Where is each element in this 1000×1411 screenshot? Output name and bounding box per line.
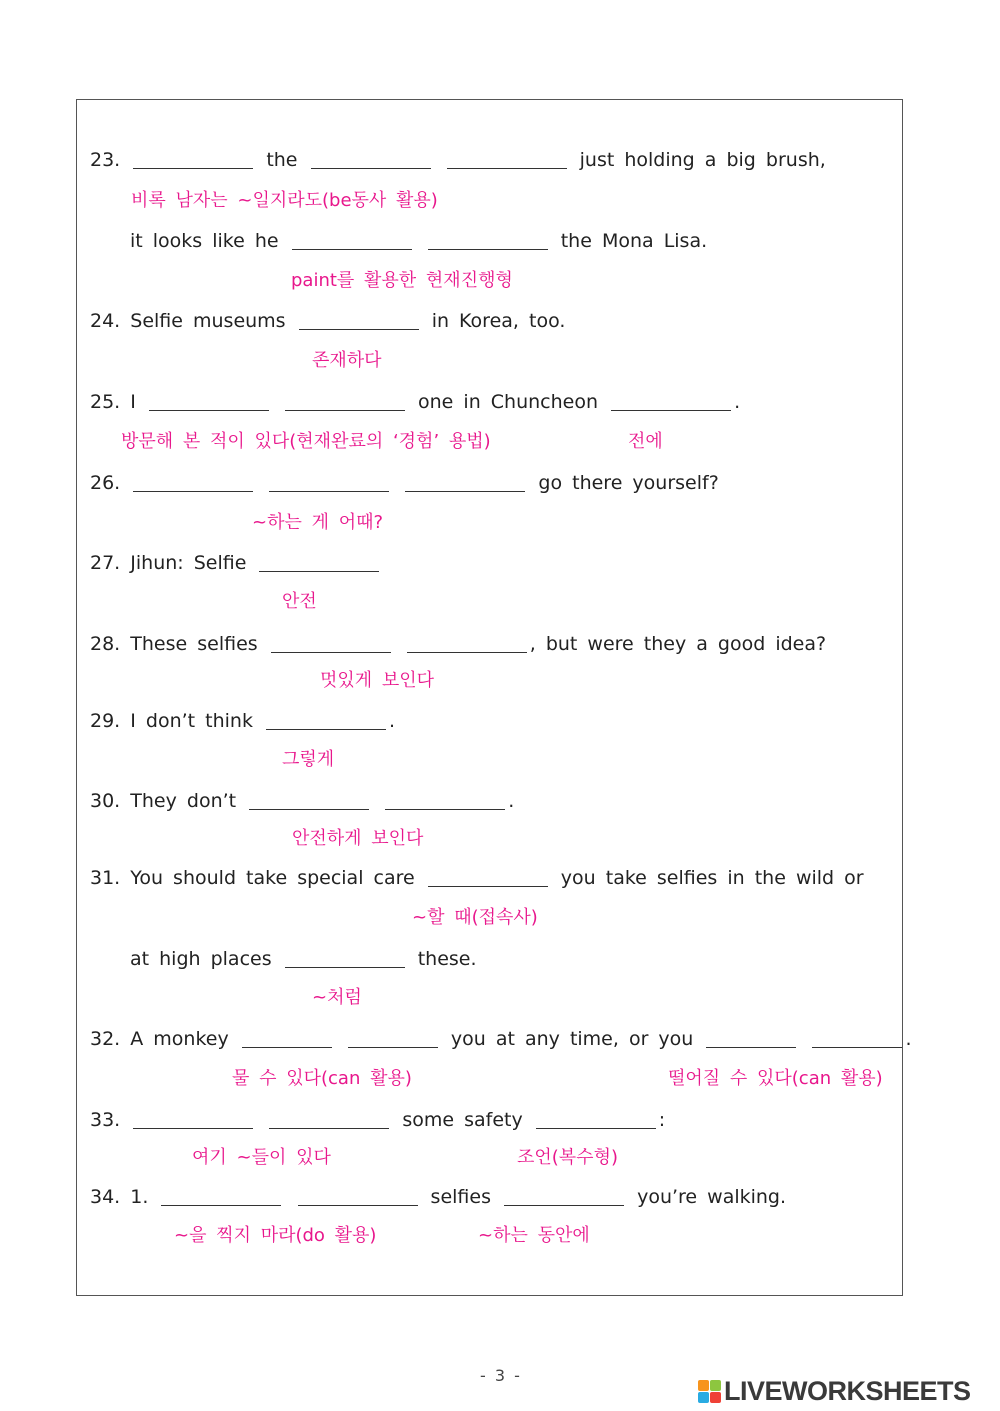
answer-blank[interactable] [133, 150, 253, 169]
question-26: 26. go there yourself? [90, 472, 719, 494]
answer-blank[interactable] [271, 634, 391, 653]
hint: 그렇게 [282, 749, 335, 770]
hint: 존재하다 [312, 350, 382, 371]
answer-blank[interactable] [133, 1110, 253, 1129]
question-28: 28. These selfies , but were they a good idea? [90, 633, 827, 655]
liveworksheets-logo[interactable] [698, 1377, 971, 1405]
answer-blank[interactable] [298, 1187, 418, 1206]
answer-blank[interactable] [348, 1029, 438, 1048]
answer-blank[interactable] [266, 711, 386, 730]
hint: ~하는 게 어때? [252, 512, 384, 533]
question-30: 30. They don’t . [90, 790, 515, 812]
answer-blank[interactable] [249, 791, 369, 810]
question-23: 23. the just holding a big brush, [90, 149, 826, 171]
answer-blank[interactable] [706, 1029, 796, 1048]
hint: 조언(복수형) [517, 1147, 618, 1168]
answer-blank[interactable] [504, 1187, 624, 1206]
answer-blank[interactable] [299, 311, 419, 330]
answer-blank[interactable] [407, 634, 527, 653]
answer-blank[interactable] [292, 231, 412, 250]
question-25: 25. I one in Chuncheon . [90, 391, 741, 413]
question-33: 33. some safety : [90, 1109, 666, 1131]
hint: 전에 [628, 431, 663, 452]
hint: 비록 남자는 ~일지라도(be동사 활용) [131, 190, 438, 211]
hint: ~을 찍지 마라(do 활용) [174, 1225, 377, 1246]
answer-blank[interactable] [161, 1187, 281, 1206]
answer-blank[interactable] [285, 392, 405, 411]
hint: 방문해 본 적이 있다(현재완료의 ‘경험’ 용법) [121, 431, 491, 452]
question-31: 31. You should take special care you take selfies in the wild or [90, 867, 864, 889]
answer-blank[interactable] [447, 150, 567, 169]
answer-blank[interactable] [285, 949, 405, 968]
hint: 여기 ~들이 있다 [192, 1147, 331, 1168]
question-27: 27. Jihun: Selfie [90, 551, 382, 575]
question-32: 32. A monkey you at any time, or you . [90, 1028, 912, 1050]
answer-blank[interactable] [428, 868, 548, 887]
question-29: 29. I don’t think . [90, 710, 396, 732]
answer-blank[interactable] [269, 473, 389, 492]
hint: 멋있게 보인다 [320, 670, 435, 691]
question-24: 24. Selfie museums in Korea, too. [90, 310, 566, 332]
answer-blank[interactable] [269, 1110, 389, 1129]
answer-blank[interactable] [536, 1110, 656, 1129]
hint: ~하는 동안에 [478, 1225, 590, 1246]
page-number: - 3 - [480, 1366, 522, 1385]
question-34: 34. 1. selfies you’re walking. [90, 1186, 787, 1208]
hint: 떨어질 수 있다(can 활용) [668, 1068, 883, 1089]
hint: ~처럼 [312, 987, 362, 1008]
hint: ~할 때(접속사) [412, 907, 538, 928]
answer-blank[interactable] [812, 1029, 902, 1048]
liveworksheets-logo-icon [698, 1380, 721, 1403]
answer-blank[interactable] [405, 473, 525, 492]
answer-blank[interactable] [311, 150, 431, 169]
answer-blank[interactable] [242, 1029, 332, 1048]
question-23-continued: it looks like he the Mona Lisa. [130, 230, 708, 252]
answer-blank[interactable] [149, 392, 269, 411]
hint: 물 수 있다(can 활용) [232, 1068, 412, 1089]
answer-blank[interactable] [428, 231, 548, 250]
brand-name: LIVEWORKSHEETS [724, 1375, 971, 1406]
answer-blank[interactable] [385, 791, 505, 810]
answer-blank[interactable] [611, 392, 731, 411]
hint: paint를 활용한 현재진행형 [291, 270, 513, 291]
question-31-continued: at high places these. [130, 948, 477, 970]
answer-blank[interactable] [133, 473, 253, 492]
answer-blank[interactable] [259, 553, 379, 572]
hint: 안전 [282, 591, 317, 612]
hint: 안전하게 보인다 [292, 828, 424, 849]
